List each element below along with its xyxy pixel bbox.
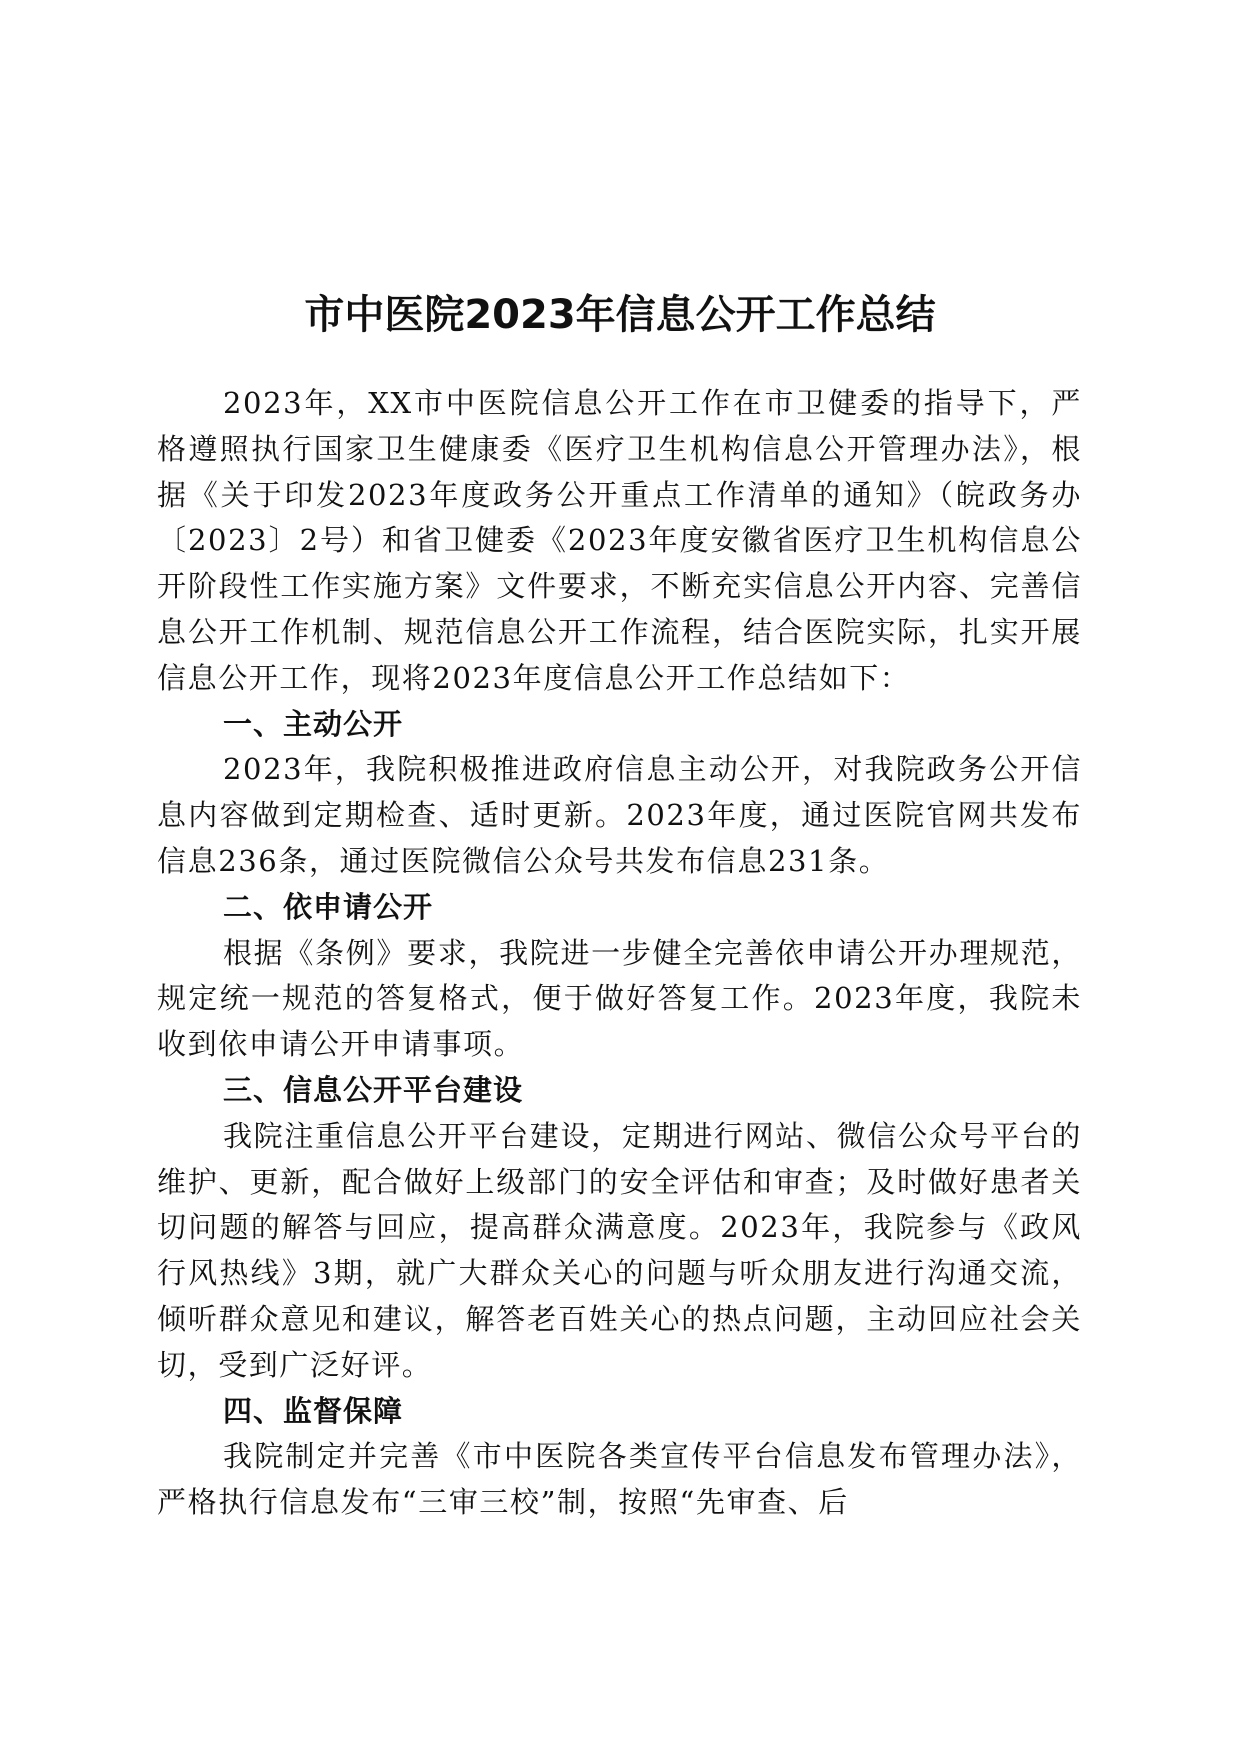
platform-construction-paragraph: 我院注重信息公开平台建设，定期进行网站、微信公众号平台的维护、更新，配合做好上级部门的安全评估和审查；及时做好患者关切问题的解答与回应，提高群众满意度。2023年，我院参与《政风行风热线》3期，就广大群众关心的问题与听众朋友进行沟通交流，倾听群众意见和建议，解答老百姓关心的热点问题，主动回应社会关切，受到广泛好评。	[157, 1118, 1082, 1382]
supervision-paragraph: 我院制定并完善《市中医院各类宣传平台信息发布管理办法》，严格执行信息发布“三审三校”制，按照“先审查、后	[157, 1439, 1082, 1520]
intro-paragraph: 2023年，XX市中医院信息公开工作在市卫健委的指导下，严格遵照执行国家卫生健康委《医疗卫生机构信息公开管理办法》，根据《关于印发2023年度政务公开重点工作清单的通知》（皖政务办〔2023〕2号）和省卫健委《2023年度安徽省医疗卫生机构信息公开阶段性工作实施方案》文件要求，不断充实信息公开内容、完善信息公开工作机制、规范信息公开工作流程，结合医院实际，扎实开展信息公开工作，现将2023年度信息公开工作总结如下：	[157, 386, 1082, 695]
proactive-disclosure-paragraph: 2023年，我院积极推进政府信息主动公开，对我院政务公开信息内容做到定期检查、适时更新。2023年度，通过医院官网共发布信息236条，通过医院微信公众号共发布信息231条。	[157, 752, 1082, 878]
document-body	[157, 381, 1082, 1526]
section-heading-application-disclosure: 二、依申请公开	[223, 889, 434, 924]
section-heading-platform-construction: 三、信息公开平台建设	[223, 1072, 524, 1107]
application-disclosure-paragraph: 根据《条例》要求，我院进一步健全完善依申请公开办理规范，规定统一规范的答复格式，便于做好答复工作。2023年度，我院未收到依申请公开申请事项。	[157, 935, 1082, 1062]
section-heading-supervision: 四、监督保障	[223, 1393, 404, 1428]
document-title: 市中医院2023年信息公开工作总结	[304, 291, 936, 338]
section-heading-proactive-disclosure: 一、主动公开	[223, 706, 404, 741]
